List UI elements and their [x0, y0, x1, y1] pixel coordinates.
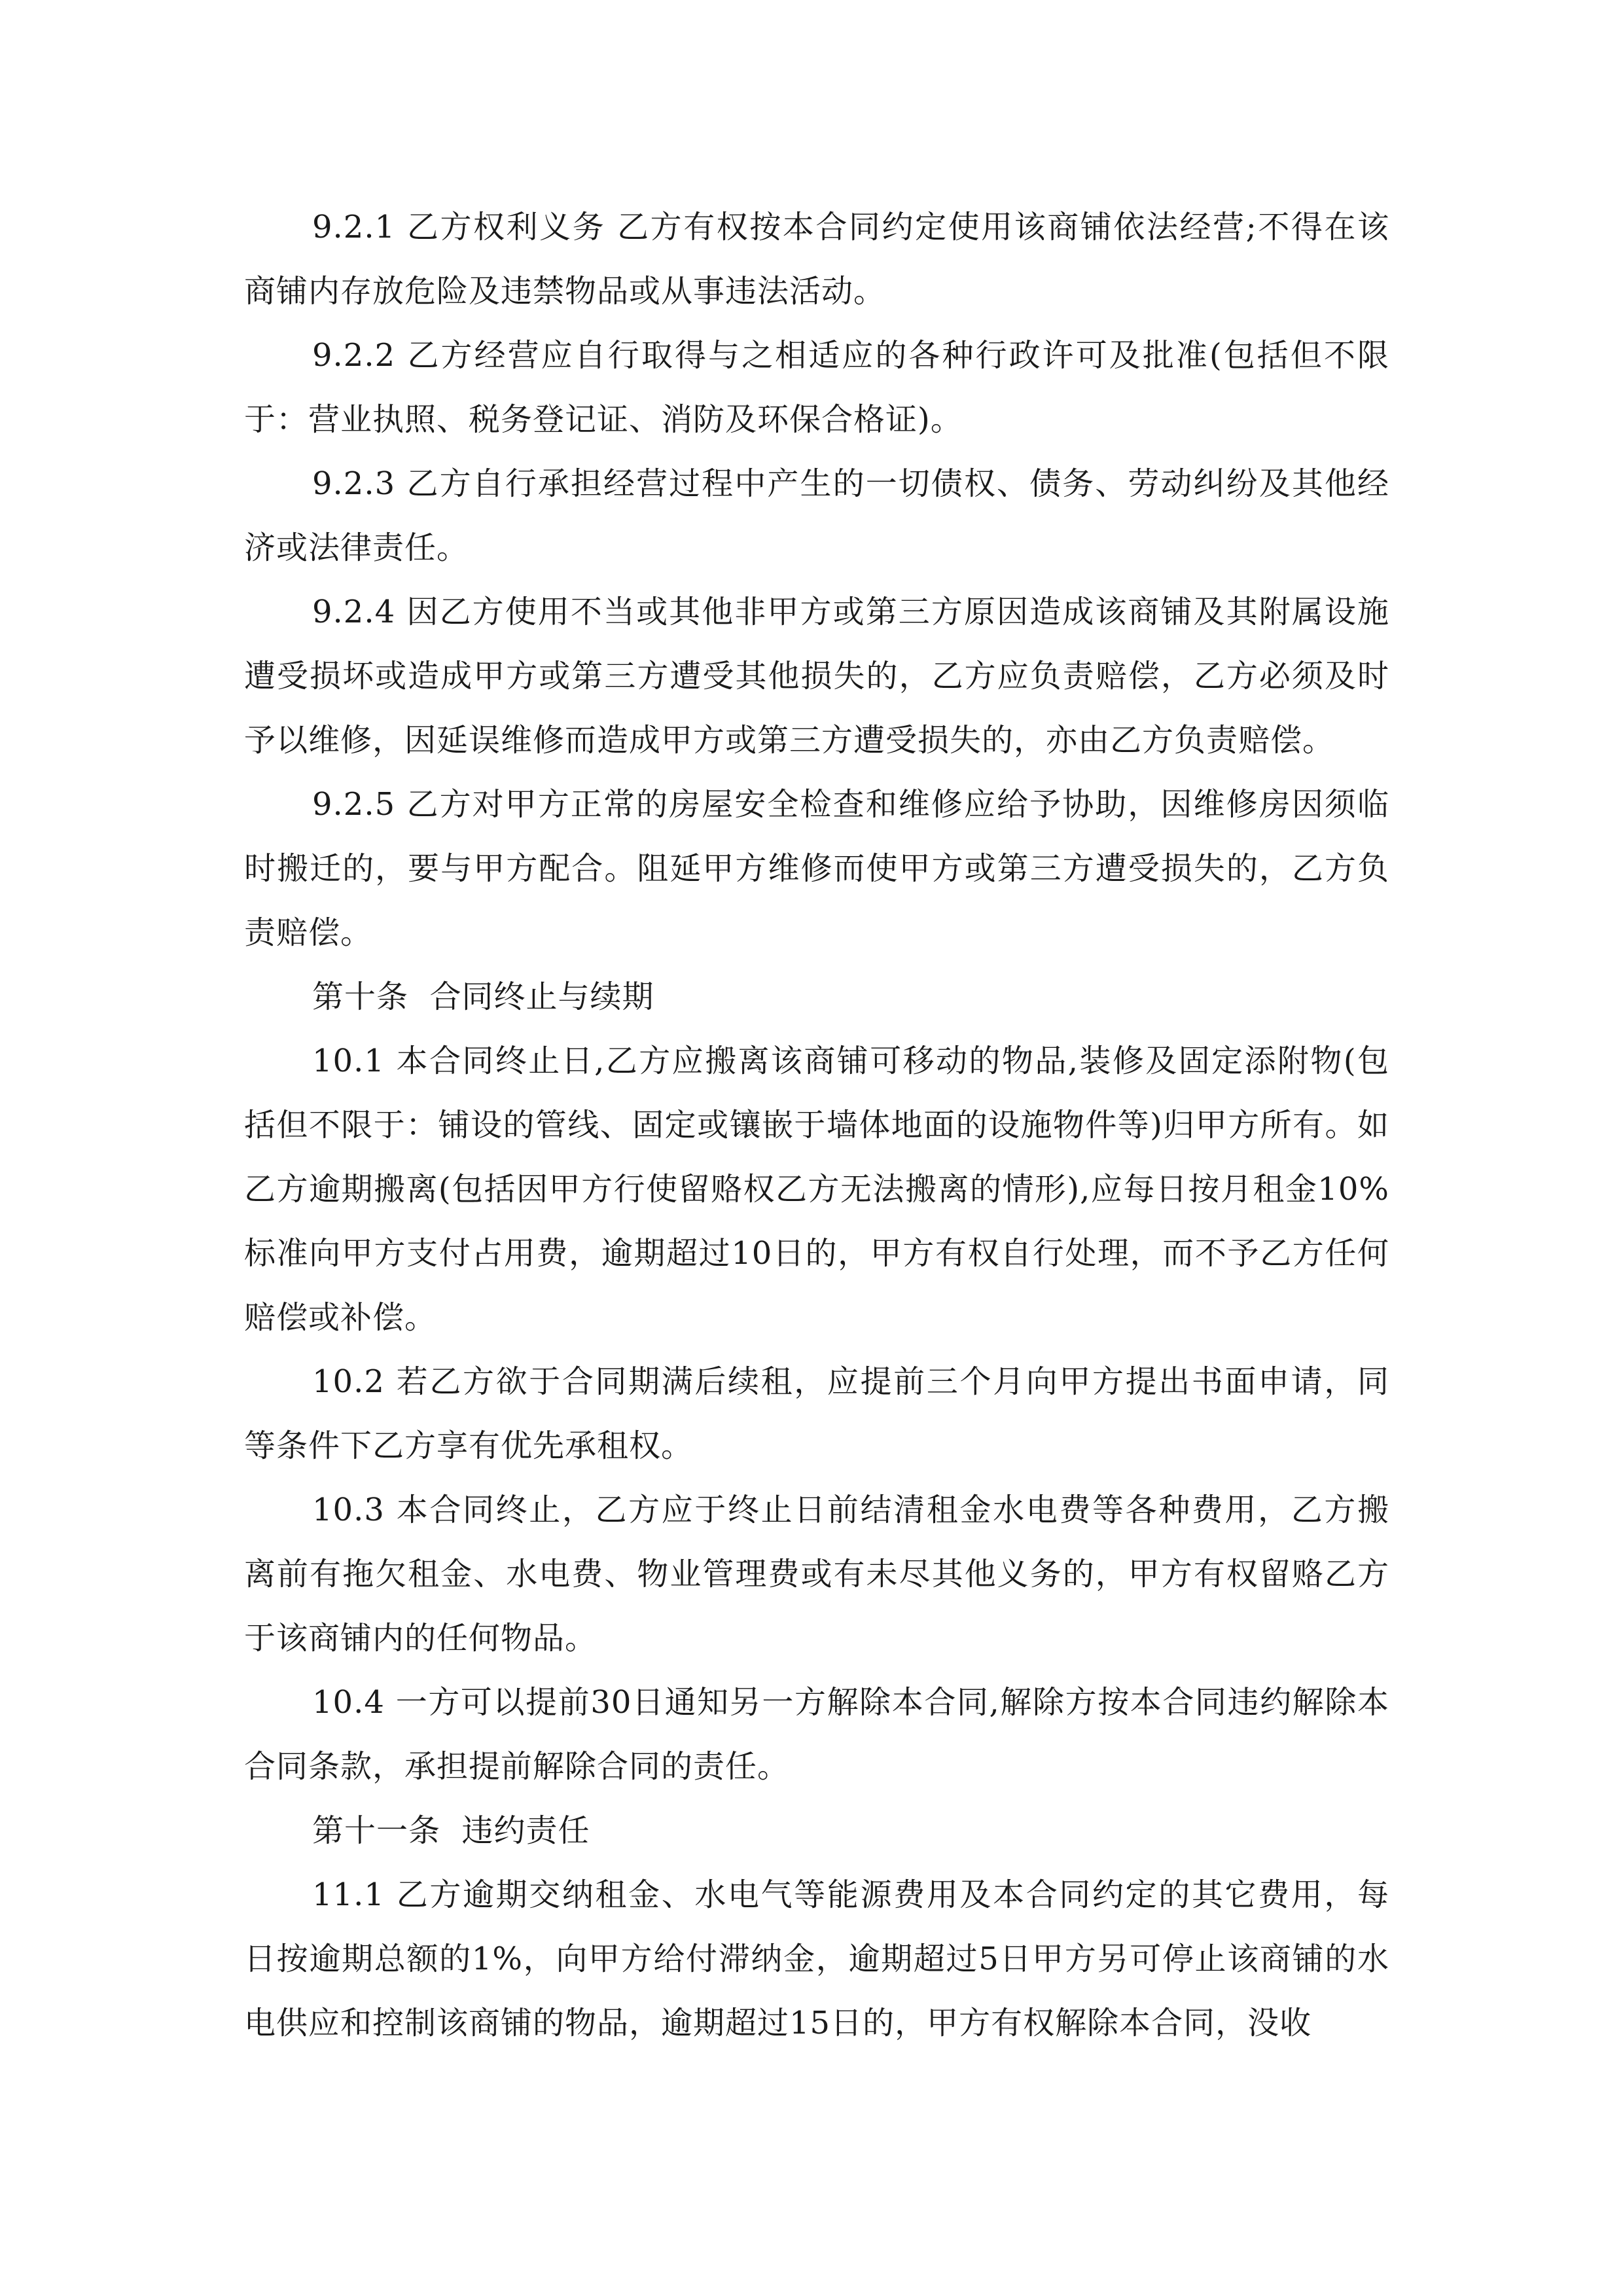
clause-9-2-3: 9.2.3 乙方自行承担经营过程中产生的一切债权、债务、劳动纠纷及其他经济或法律责任。: [244, 465, 1389, 566]
clause-9-2-4: 9.2.4 因乙方使用不当或其他非甲方或第三方原因造成该商铺及其附属设施遭受损坏或造成甲方或第三方遭受其他损失的，乙方应负责赔偿，乙方必须及时予以维修，因延误维修而造成甲方或第三方遭受损失的，亦由乙方负责赔偿。: [244, 594, 1389, 759]
clause-10-3: 10.3 本合同终止，乙方应于终止日前结清租金水电费等各种费用，乙方搬离前有拖欠租金、水电费、物业管理费或有未尽其他义务的，甲方有权留赂乙方于该商铺内的任何物品。: [244, 1492, 1389, 1657]
clause-9-2-2: 9.2.2 乙方经营应自行取得与之相适应的各种行政许可及批准(包括但不限于：营业执照、税务登记证、消防及环保合格证)。: [244, 337, 1389, 438]
article-10-heading: 第十条 合同终止与续期: [312, 978, 654, 1015]
article-11-heading: 第十一条 违约责任: [312, 1812, 590, 1849]
contract-text: [244, 195, 1389, 2055]
clause-9-2-5: 9.2.5 乙方对甲方正常的房屋安全检查和维修应给予协助，因维修房因须临时搬迁的，要与甲方配合。阻延甲方维修而使甲方或第三方遭受损失的，乙方负责赔偿。: [244, 786, 1389, 951]
clause-11-1: 11.1 乙方逾期交纳租金、水电气等能源费用及本合同约定的其它费用，每日按逾期总额的1%，向甲方给付滞纳金，逾期超过5日甲方另可停止该商铺的水电供应和控制该商铺的物品，逾期超过15日的，甲方有权解除本合同，没收: [244, 1876, 1389, 2041]
clause-10-1: 10.1 本合同终止日,乙方应搬离该商铺可移动的物品,装修及固定添附物(包括但不限于：铺设的管线、固定或镶嵌于墙体地面的设施物件等)归甲方所有。如乙方逾期搬离(包括因甲方行使留赂权乙方无法搬离的情形),应每日按月租金10%标准向甲方支付占用费，逾期超过10日的，甲方有权自行处理，而不予乙方任何赔偿或补偿。: [244, 1043, 1389, 1336]
clause-9-2-1: 9.2.1 乙方权利义务 乙方有权按本合同约定使用该商铺依法经营;不得在该商铺内存放危险及违禁物品或从事违法活动。: [244, 209, 1389, 310]
clause-10-2: 10.2 若乙方欲于合同期满后续租，应提前三个月向甲方提出书面申请，同等条件下乙方享有优先承租权。: [244, 1363, 1389, 1464]
clause-10-4: 10.4 一方可以提前30日通知另一方解除本合同,解除方按本合同违约解除本合同条款，承担提前解除合同的责任。: [244, 1684, 1389, 1785]
